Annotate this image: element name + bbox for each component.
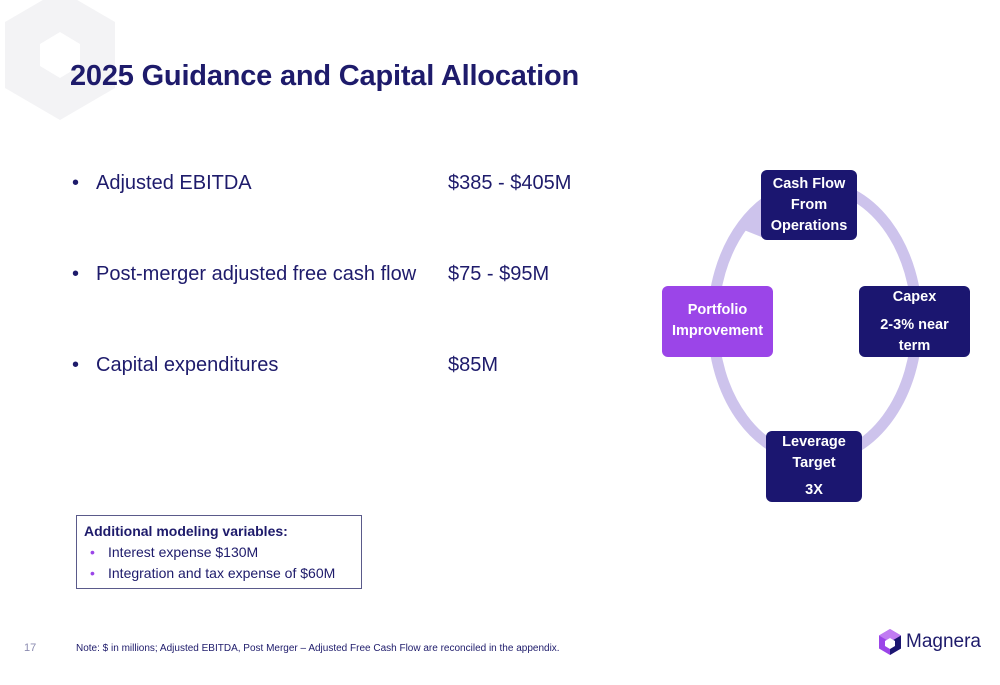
modeling-item-text: Interest expense $130M <box>108 544 259 560</box>
node-title: Capex <box>892 289 937 305</box>
bullet-icon: • <box>72 172 80 194</box>
bullet-icon: • <box>90 544 95 560</box>
page-number: 17 <box>24 642 37 654</box>
bullet-icon: • <box>72 263 80 285</box>
guidance-value: $75 - $95M <box>448 263 550 285</box>
modeling-item <box>84 563 361 584</box>
guidance-row-ebitda <box>72 172 612 202</box>
modeling-title: Additional modeling variables: <box>84 523 288 539</box>
node-text: From <box>790 197 828 213</box>
page-title: 2025 Guidance and Capital Allocation <box>70 60 580 92</box>
modeling-item-text: Integration and tax expense of $60M <box>108 565 336 581</box>
guidance-row-free-cash-flow <box>72 263 612 293</box>
guidance-row-capex <box>72 354 612 384</box>
node-text: Improvement <box>671 323 764 339</box>
node-text: 2-3% near <box>880 317 949 333</box>
guidance-label: Capital expenditures <box>96 354 279 376</box>
bullet-icon: • <box>72 354 80 376</box>
magnera-logo <box>878 628 988 658</box>
node-leverage-target <box>766 431 862 502</box>
node-title: Target <box>792 455 836 471</box>
bullet-icon: • <box>90 565 95 581</box>
guidance-value: $85M <box>448 354 499 376</box>
node-capex <box>859 286 970 357</box>
magnera-logo-icon <box>878 628 902 658</box>
modeling-variables-box <box>76 515 362 589</box>
node-cash-flow-from-operations <box>761 170 857 240</box>
node-text: Operations <box>770 218 848 234</box>
guidance-label: Post-merger adjusted free cash flow <box>96 263 417 285</box>
modeling-item <box>84 542 361 563</box>
node-title: Leverage <box>782 434 846 450</box>
node-portfolio-improvement <box>662 286 773 357</box>
guidance-label: Adjusted EBITDA <box>96 172 252 194</box>
node-text: Cash Flow <box>772 176 846 192</box>
capital-allocation-cycle <box>640 150 1000 520</box>
node-text: Portfolio <box>687 302 748 318</box>
footnote: Note: $ in millions; Adjusted EBITDA, Post Merger – Adjusted Free Cash Flow are reconciled in the appendix. <box>76 643 560 654</box>
guidance-value: $385 - $405M <box>448 172 572 194</box>
logo-text: Magnera <box>906 631 981 652</box>
node-value: 3X <box>805 482 823 498</box>
node-text: term <box>898 338 931 354</box>
